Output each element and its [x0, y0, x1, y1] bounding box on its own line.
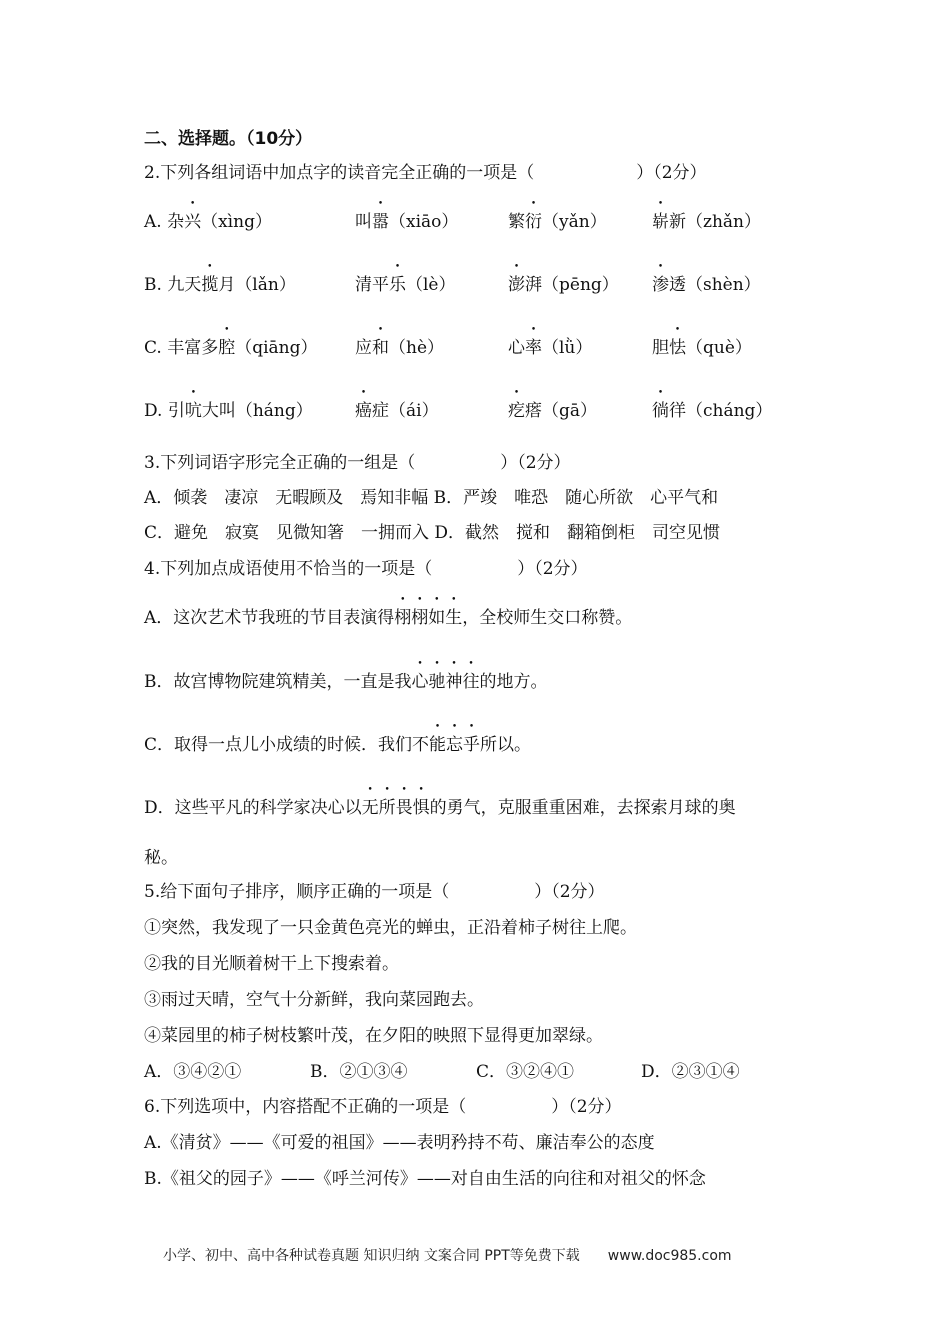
q2-option-c-item-4 [652, 337, 752, 359]
pinyin: （háng） [235, 401, 313, 421]
sentence-text: ，全校师生交口称赞。 [462, 608, 633, 628]
q2-option-c-item-2 [355, 337, 444, 359]
pinyin: （què） [686, 338, 752, 358]
dotted-char: 所 [378, 798, 396, 818]
q2-option-a-item-4 [652, 211, 761, 233]
pinyin: （cháng） [686, 401, 773, 421]
q2-option-a-item-3 [508, 211, 607, 233]
q3-line-2: C．避免 寂寞 见微知箸 一拥而入 D．截然 搅和 翻箱倒柜 司空见惯 [144, 523, 721, 543]
q2-option-d-item-4 [652, 400, 772, 422]
word-text: 叫 [355, 212, 372, 232]
dotted-char: 往 [462, 672, 480, 692]
dotted-char: 能 [429, 735, 447, 755]
dotted-char: 乎 [463, 735, 481, 755]
word-text: 新 [669, 212, 686, 232]
word-text: 瘩 [525, 401, 542, 421]
q4-option-a [144, 607, 632, 629]
q2-option-d-item-3 [508, 400, 597, 422]
word-text: 月 [218, 275, 236, 295]
pinyin: （hè） [389, 338, 445, 358]
pinyin: （gā） [542, 401, 598, 421]
q6-stem: 6.下列选项中，内容搭配不正确的一项是（ ）（2分） [144, 1097, 622, 1117]
q5-sentence-3: ③雨过天晴，空气十分新鲜，我向菜园跑去。 [144, 990, 484, 1010]
dotted-char: 忘 [446, 735, 464, 755]
q3-line-1: A．倾袭 凄凉 无暇顾及 焉知非幅 B．严竣 唯恐 随心所欲 心平气和 [144, 488, 719, 508]
pinyin: （xìng） [201, 212, 272, 232]
q2-option-d-item-1 [144, 400, 313, 422]
sentence-text: D．这些平凡的科学家决心以 [144, 798, 362, 818]
word-text: 引 [167, 401, 185, 421]
q3-stem: 3.下列词语字形完全正确的一组是（ ）（2分） [144, 453, 571, 473]
q4-stem: 4.下列加点成语使用不恰当的一项是（ ）（2分） [144, 559, 588, 579]
page-footer [163, 1245, 732, 1265]
dotted-char: 疙 [508, 401, 525, 421]
dotted-char: 栩 [411, 608, 429, 628]
dotted-char: 和 [372, 338, 389, 358]
section-title: 二、选择题。（10分） [144, 129, 313, 149]
pinyin: （lǜ） [542, 338, 593, 358]
dotted-char: 癌 [355, 401, 372, 421]
word-text: 繁 [508, 212, 525, 232]
sentence-text: B．故宫博物院建筑精美，一直是我 [144, 672, 412, 692]
word-text: 透 [669, 275, 686, 295]
dotted-char: 心 [411, 672, 429, 692]
sentence-text: 所以。 [480, 735, 532, 755]
q2-option-b-item-2 [355, 274, 456, 296]
dotted-char: 澎 [508, 275, 525, 295]
pinyin: （qiāng） [235, 338, 318, 358]
pinyin: （zhǎn） [686, 212, 761, 232]
dotted-char: 衍 [525, 212, 542, 232]
footer-text: 小学、初中、高中各种试卷真题 知识归纳 文案合同 PPT等免费下载 [163, 1248, 580, 1264]
pinyin: （xiāo） [389, 212, 459, 232]
word-text: 徉 [669, 401, 686, 421]
option-label: B. [144, 275, 168, 295]
q4-option-d-continued: 秘。 [144, 848, 178, 868]
q2-option-a-item-1 [144, 211, 272, 233]
word-text: 心 [508, 338, 525, 358]
dotted-char: 乐 [389, 275, 406, 295]
word-text: 应 [355, 338, 372, 358]
q2-option-c-item-3 [508, 337, 592, 359]
pinyin: （shèn） [686, 275, 761, 295]
word-text: 杂 [167, 212, 185, 232]
pinyin: （lǎn） [235, 275, 296, 295]
sentence-text: C．取得一点儿小成绩的时候．我们不 [144, 735, 430, 755]
footer-url[interactable]: www.doc985.com [607, 1248, 732, 1264]
q5-stem: 5.给下面句子排序，顺序正确的一项是（ ）（2分） [144, 882, 605, 902]
dotted-char: 生 [445, 608, 463, 628]
q4-option-d [144, 797, 736, 819]
word-text: 症 [372, 401, 389, 421]
dotted-char: 怯 [669, 338, 686, 358]
dotted-char: 如 [428, 608, 446, 628]
dotted-char: 驰 [428, 672, 446, 692]
word-text: 九天 [167, 275, 202, 295]
word-text: 丰富多 [167, 338, 219, 358]
q5-option-a: A．③④②① [144, 1062, 242, 1082]
q2-option-b-item-4 [652, 274, 761, 296]
dotted-char: 惧 [412, 798, 430, 818]
dotted-char: 率 [525, 338, 542, 358]
q5-sentence-4: ④菜园里的柿子树枝繁叶茂，在夕阳的映照下显得更加翠绿。 [144, 1026, 603, 1046]
dotted-char: 无 [361, 798, 379, 818]
sentence-text: 的勇气，克服重重困难，去探索月球的奥 [429, 798, 736, 818]
dotted-char: 渗 [652, 275, 669, 295]
q6-option-b: B.《祖父的园子》——《呼兰河传》——对自由生活的向往和对祖父的怀念 [144, 1169, 706, 1189]
dotted-char: 吭 [184, 401, 202, 421]
dotted-char: 神 [445, 672, 463, 692]
pinyin: （lè） [406, 275, 456, 295]
q4-option-b [144, 671, 548, 693]
word-text: 胆 [652, 338, 669, 358]
word-text: 大叫 [201, 401, 236, 421]
q5-sentence-1: ①突然，我发现了一只金黄色亮光的蝉虫，正沿着柿子树往上爬。 [144, 918, 637, 938]
dotted-char: 徜 [652, 401, 669, 421]
sentence-text: 的地方。 [479, 672, 548, 692]
option-label: A. [144, 212, 168, 232]
dotted-char: 揽 [201, 275, 219, 295]
dotted-char: 嚣 [372, 212, 389, 232]
dotted-char: 腔 [218, 338, 236, 358]
option-label: C. [144, 338, 168, 358]
q5-sentence-2: ②我的目光顺着树干上下搜索着。 [144, 954, 399, 974]
q5-option-c: C．③②④① [476, 1062, 575, 1082]
dotted-char: 栩 [394, 608, 412, 628]
dotted-char: 畏 [395, 798, 413, 818]
pinyin: （yǎn） [542, 212, 607, 232]
pinyin: （pēng） [542, 275, 619, 295]
q5-option-b: B．②①③④ [310, 1062, 408, 1082]
q2-option-b-item-1 [144, 274, 296, 296]
q4-option-c [144, 734, 531, 756]
option-label: D. [144, 401, 168, 421]
sentence-text: A．这次艺术节我班的节目表演得 [144, 608, 395, 628]
q2-option-c-item-1 [144, 337, 318, 359]
q2-stem: 2.下列各组词语中加点字的读音完全正确的一项是（ ）（2分） [144, 163, 707, 183]
q2-option-b-item-3 [508, 274, 619, 296]
word-text: 湃 [525, 275, 542, 295]
q6-option-a: A.《清贫》——《可爱的祖国》——表明矜持不苟、廉洁奉公的态度 [144, 1133, 655, 1153]
word-text: 清平 [355, 275, 389, 295]
q2-option-d-item-2 [355, 400, 439, 422]
dotted-char: 崭 [652, 212, 669, 232]
q2-option-a-item-2 [355, 211, 458, 233]
dotted-char: 兴 [184, 212, 202, 232]
q5-option-d: D．②③①④ [641, 1062, 740, 1082]
pinyin: （ái） [389, 401, 439, 421]
